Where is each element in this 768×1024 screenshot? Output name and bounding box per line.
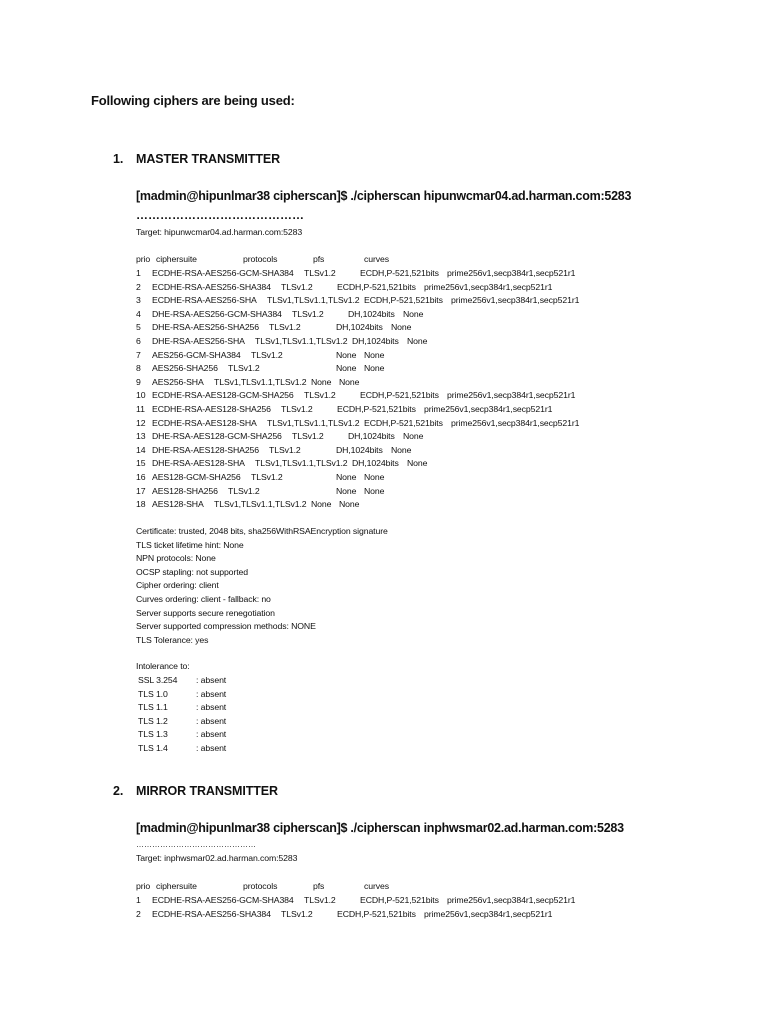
row-ciphersuite: DHE-RSA-AES128-SHA xyxy=(152,458,245,469)
row-prio: 7 xyxy=(136,349,141,360)
section-1-number: 1. xyxy=(113,152,124,166)
table-row xyxy=(136,909,636,919)
row-curves: prime256v1,secp384r1,secp521r1 xyxy=(447,895,576,905)
table-row xyxy=(136,336,636,346)
header-prio: prio xyxy=(136,254,151,264)
row-protocols: TLSv1,TLSv1.1,TLSv1.2 xyxy=(255,336,348,346)
row-protocols: TLSv1,TLSv1.1,TLSv1.2 xyxy=(267,417,360,428)
row-ciphersuite: ECDHE-RSA-AES128-SHA xyxy=(152,417,257,428)
row-pfs: None xyxy=(311,499,332,510)
section-2-target: Target: inphwsmar02.ad.harman.com:5283 xyxy=(136,853,298,863)
row-curves: prime256v1,secp384r1,secp521r1 xyxy=(447,390,576,401)
table-row xyxy=(136,282,636,292)
row-ciphersuite: DHE-RSA-AES256-SHA256 xyxy=(152,322,260,333)
row-ciphersuite: DHE-RSA-AES256-GCM-SHA384 xyxy=(152,308,282,319)
detail-line: OCSP stapling: not supported xyxy=(136,566,248,577)
table-row xyxy=(136,295,636,305)
row-prio: 6 xyxy=(136,336,141,346)
table-row xyxy=(136,458,636,468)
row-curves: prime256v1,secp384r1,secp521r1 xyxy=(424,281,553,292)
row-prio: 17 xyxy=(136,485,146,496)
row-protocols: TLSv1.2 xyxy=(281,908,313,919)
row-pfs: None xyxy=(336,472,357,482)
row-prio: 16 xyxy=(136,472,146,482)
row-protocols: TLSv1,TLSv1.1,TLSv1.2 xyxy=(255,458,348,469)
detail-line: Certificate: trusted, 2048 bits, sha256WithRSAEncryption signature xyxy=(136,526,388,536)
intolerance-item xyxy=(138,689,288,699)
row-ciphersuite: ECDHE-RSA-AES256-SHA384 xyxy=(152,908,271,919)
section-2-title xyxy=(113,784,278,798)
row-pfs: DH,1024bits xyxy=(348,431,395,442)
row-ciphersuite: ECDHE-RSA-AES256-SHA384 xyxy=(152,281,271,292)
section-2-number: 2. xyxy=(113,784,124,798)
section-2-title-text: MIRROR TRANSMITTER xyxy=(136,784,278,798)
section-2-table-header xyxy=(136,881,636,891)
row-prio: 12 xyxy=(136,417,146,428)
row-ciphersuite: AES256-SHA256 xyxy=(152,363,218,374)
intolerance-version: TLS 1.1 xyxy=(138,702,168,713)
row-curves: None xyxy=(403,308,424,319)
row-ciphersuite: DHE-RSA-AES128-GCM-SHA256 xyxy=(152,431,282,442)
intolerance-version: SSL 3.254 xyxy=(138,675,178,685)
row-prio: 18 xyxy=(136,499,146,510)
intolerance-item xyxy=(138,702,288,712)
row-prio: 4 xyxy=(136,308,141,319)
row-ciphersuite: AES128-SHA xyxy=(152,499,204,510)
detail-line: TLS ticket lifetime hint: None xyxy=(136,539,244,550)
table-row xyxy=(136,309,636,319)
row-ciphersuite: ECDHE-RSA-AES128-SHA256 xyxy=(152,404,271,414)
intolerance-status: : absent xyxy=(196,729,227,740)
row-ciphersuite: DHE-RSA-AES128-SHA256 xyxy=(152,444,260,455)
header-curves: curves xyxy=(364,881,389,891)
row-ciphersuite: AES256-SHA xyxy=(152,376,204,387)
row-curves: None xyxy=(364,472,385,482)
row-protocols: TLSv1.2 xyxy=(281,404,313,414)
row-prio: 8 xyxy=(136,363,141,374)
row-pfs: ECDH,P-521,521bits xyxy=(360,390,439,401)
document-heading: Following ciphers are being used: xyxy=(91,93,295,108)
row-curves: None xyxy=(391,444,412,455)
row-ciphersuite: AES128-GCM-SHA256 xyxy=(152,472,241,482)
row-ciphersuite: ECDHE-RSA-AES256-SHA xyxy=(152,295,257,306)
row-curves: None xyxy=(407,458,428,469)
header-protocols: protocols xyxy=(243,881,278,891)
section-2-command: [madmin@hipunlmar38 cipherscan]$ ./cipherscan inphwsmar02.ad.harman.com:5283 xyxy=(136,821,624,835)
row-protocols: TLSv1.2 xyxy=(304,268,336,278)
row-curves: None xyxy=(364,485,385,496)
row-curves: prime256v1,secp384r1,secp521r1 xyxy=(447,268,576,278)
table-row xyxy=(136,895,636,905)
row-protocols: TLSv1,TLSv1.1,TLSv1.2 xyxy=(267,295,360,306)
detail-line: TLS Tolerance: yes xyxy=(136,634,209,645)
row-pfs: ECDH,P-521,521bits xyxy=(364,417,443,428)
row-prio: 11 xyxy=(136,404,145,414)
detail-line: Server supports secure renegotiation xyxy=(136,607,275,618)
row-prio: 15 xyxy=(136,458,146,469)
section-1-title xyxy=(113,152,280,166)
section-1-command: [madmin@hipunlmar38 cipherscan]$ ./cipherscan hipunwcmar04.ad.harman.com:5283 xyxy=(136,189,632,203)
row-ciphersuite: ECDHE-RSA-AES256-GCM-SHA384 xyxy=(152,895,294,905)
row-pfs: DH,1024bits xyxy=(336,322,383,333)
section-1-title-text: MASTER TRANSMITTER xyxy=(136,152,281,166)
intolerance-status: : absent xyxy=(196,743,227,753)
section-1-target: Target: hipunwcmar04.ad.harman.com:5283 xyxy=(136,227,303,237)
intolerance-version: TLS 1.0 xyxy=(138,688,168,699)
row-curves: None xyxy=(391,322,412,333)
row-pfs: ECDH,P-521,521bits xyxy=(337,281,416,292)
row-pfs: ECDH,P-521,521bits xyxy=(360,268,439,278)
row-prio: 14 xyxy=(136,444,146,455)
header-curves: curves xyxy=(364,254,389,264)
row-pfs: None xyxy=(311,376,332,387)
table-row xyxy=(136,322,636,332)
row-pfs: ECDH,P-521,521bits xyxy=(337,404,416,414)
row-protocols: TLSv1.2 xyxy=(304,895,336,905)
table-row xyxy=(136,431,636,441)
table-row xyxy=(136,445,636,455)
header-prio: prio xyxy=(136,881,151,891)
row-pfs: None xyxy=(336,485,357,496)
row-curves: None xyxy=(339,376,360,387)
row-pfs: DH,1024bits xyxy=(352,458,399,469)
row-pfs: DH,1024bits xyxy=(336,444,383,455)
row-pfs: None xyxy=(336,363,357,374)
row-prio: 1 xyxy=(136,268,141,278)
row-protocols: TLSv1,TLSv1.1,TLSv1.2 xyxy=(214,376,307,387)
row-pfs: ECDH,P-521,521bits xyxy=(364,295,443,306)
detail-line: Server supported compression methods: NONE xyxy=(136,621,316,632)
row-protocols: TLSv1.2 xyxy=(292,431,324,442)
row-curves: None xyxy=(403,431,424,442)
intolerance-version: TLS 1.2 xyxy=(138,715,168,726)
row-pfs: DH,1024bits xyxy=(352,336,399,346)
intolerance-status: : absent xyxy=(196,688,227,699)
row-ciphersuite: AES256-GCM-SHA384 xyxy=(152,349,241,360)
row-protocols: TLSv1.2 xyxy=(251,349,283,360)
row-pfs: ECDH,P-521,521bits xyxy=(337,908,416,919)
row-ciphersuite: ECDHE-RSA-AES256-GCM-SHA384 xyxy=(152,268,294,278)
row-prio: 2 xyxy=(136,908,141,919)
table-row xyxy=(136,363,636,373)
intolerance-item xyxy=(138,743,288,753)
intolerance-item xyxy=(138,729,288,739)
row-prio: 13 xyxy=(136,431,146,442)
header-pfs: pfs xyxy=(313,254,325,264)
row-curves: None xyxy=(407,336,428,346)
row-prio: 1 xyxy=(136,895,141,905)
row-prio: 5 xyxy=(136,322,141,333)
section-2-dots: ……………………………………… xyxy=(136,840,256,849)
table-row xyxy=(136,268,636,278)
intolerance-status: : absent xyxy=(196,675,227,685)
row-protocols: TLSv1.2 xyxy=(269,322,301,333)
row-protocols: TLSv1.2 xyxy=(269,444,301,455)
header-ciphersuite: ciphersuite xyxy=(156,254,197,264)
row-protocols: TLSv1.2 xyxy=(281,281,313,292)
row-curves: prime256v1,secp384r1,secp521r1 xyxy=(451,295,580,306)
row-protocols: TLSv1.2 xyxy=(251,472,283,482)
row-pfs: ECDH,P-521,521bits xyxy=(360,895,439,905)
row-curves: prime256v1,secp384r1,secp521r1 xyxy=(424,908,553,919)
table-row xyxy=(136,418,636,428)
table-row xyxy=(136,350,636,360)
row-protocols: TLSv1.2 xyxy=(304,390,336,401)
row-protocols: TLSv1.2 xyxy=(228,485,260,496)
intolerance-item xyxy=(138,716,288,726)
row-prio: 3 xyxy=(136,295,141,306)
section-1-table-header xyxy=(136,254,636,264)
row-curves: None xyxy=(364,363,385,374)
intolerance-title: Intolerance to: xyxy=(136,661,190,671)
section-1-dots: …………………………………… xyxy=(136,208,304,222)
row-protocols: TLSv1.2 xyxy=(292,308,324,319)
detail-line: NPN protocols: None xyxy=(136,553,216,564)
row-pfs: DH,1024bits xyxy=(348,308,395,319)
row-ciphersuite: ECDHE-RSA-AES128-GCM-SHA256 xyxy=(152,390,294,401)
row-curves: prime256v1,secp384r1,secp521r1 xyxy=(424,404,553,414)
intolerance-version: TLS 1.3 xyxy=(138,729,168,740)
intolerance-item xyxy=(138,675,288,685)
row-prio: 9 xyxy=(136,376,141,387)
row-ciphersuite: DHE-RSA-AES256-SHA xyxy=(152,336,245,346)
intolerance-version: TLS 1.4 xyxy=(138,743,168,753)
row-curves: prime256v1,secp384r1,secp521r1 xyxy=(451,417,580,428)
row-prio: 2 xyxy=(136,281,141,292)
table-row xyxy=(136,404,636,414)
row-protocols: TLSv1,TLSv1.1,TLSv1.2 xyxy=(214,499,307,510)
row-curves: None xyxy=(339,499,360,510)
header-protocols: protocols xyxy=(243,254,278,264)
table-row xyxy=(136,390,636,400)
table-row xyxy=(136,472,636,482)
intolerance-status: : absent xyxy=(196,702,227,713)
detail-line: Curves ordering: client - fallback: no xyxy=(136,594,271,604)
table-row xyxy=(136,377,636,387)
intolerance-status: : absent xyxy=(196,715,227,726)
header-ciphersuite: ciphersuite xyxy=(156,881,197,891)
row-ciphersuite: AES128-SHA256 xyxy=(152,485,218,496)
row-pfs: None xyxy=(336,349,357,360)
header-pfs: pfs xyxy=(313,881,325,891)
table-row xyxy=(136,499,636,509)
row-prio: 10 xyxy=(136,390,146,401)
table-row xyxy=(136,486,636,496)
row-protocols: TLSv1.2 xyxy=(228,363,260,374)
row-curves: None xyxy=(364,349,385,360)
detail-line: Cipher ordering: client xyxy=(136,580,219,591)
